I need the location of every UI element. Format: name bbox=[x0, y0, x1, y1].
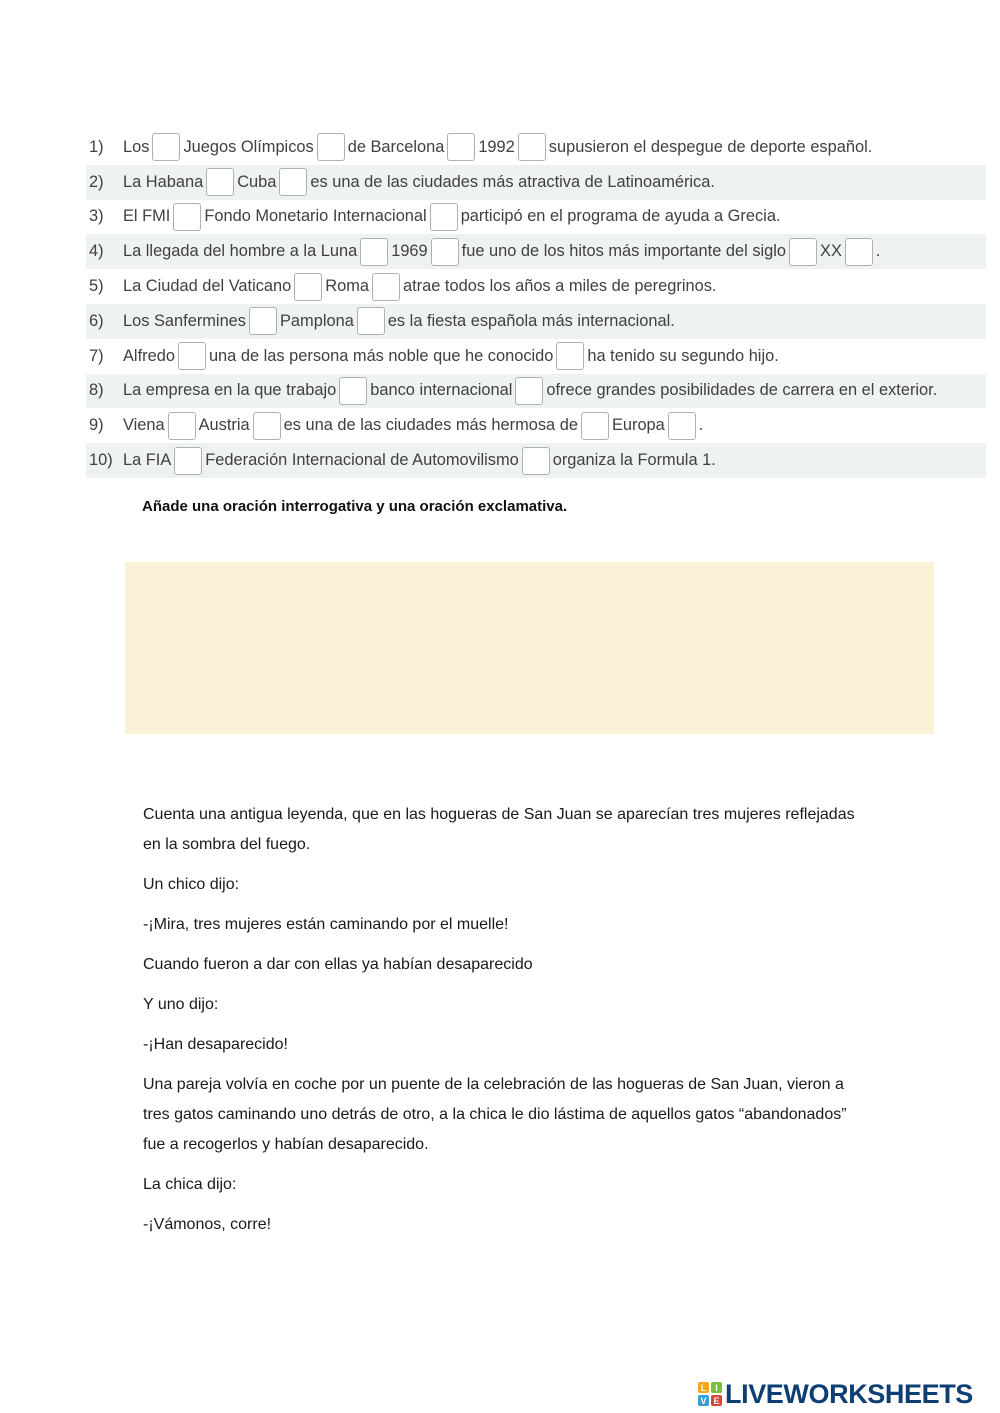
row-number: 5) bbox=[89, 277, 104, 296]
punctuation-gap-input[interactable] bbox=[522, 447, 550, 475]
exercise-row bbox=[86, 165, 986, 200]
punctuation-gap-input[interactable] bbox=[253, 412, 281, 440]
row-text: supusieron el despegue de deporte español. bbox=[548, 137, 873, 156]
row-text: Roma bbox=[325, 277, 370, 296]
punctuation-gap-input[interactable] bbox=[357, 307, 385, 335]
row-text: Viena bbox=[123, 416, 165, 435]
punctuation-gap-input[interactable] bbox=[317, 133, 345, 161]
exercise-row bbox=[86, 234, 986, 269]
punctuation-gap-input[interactable] bbox=[360, 238, 388, 266]
row-text: es la fiesta española más internacional. bbox=[387, 311, 675, 330]
row-text: ofrece grandes posibilidades de carrera en el exterior. bbox=[546, 381, 938, 400]
row-text: organiza la Formula 1. bbox=[552, 451, 716, 470]
punctuation-gap-input[interactable] bbox=[279, 168, 307, 196]
row-text: Cuba bbox=[237, 172, 277, 191]
story-text bbox=[143, 800, 863, 1250]
row-text: Federación Internacional de Automovilismo bbox=[205, 451, 519, 470]
row-text: ha tenido su segundo hijo. bbox=[587, 346, 779, 365]
story-paragraph: -¡Mira, tres mujeres están caminando por el muelle! bbox=[143, 916, 509, 933]
punctuation-gap-input[interactable] bbox=[174, 447, 202, 475]
punctuation-gap-input[interactable] bbox=[431, 238, 459, 266]
punctuation-gap-input[interactable] bbox=[178, 342, 206, 370]
answer-textarea[interactable] bbox=[125, 562, 934, 734]
story-paragraph: -¡Han desaparecido! bbox=[143, 1036, 288, 1053]
instruction-text: Añade una oración interrogativa y una oración exclamativa. bbox=[142, 498, 568, 515]
row-text: Los Sanfermines bbox=[123, 311, 246, 330]
punctuation-gap-input[interactable] bbox=[173, 203, 201, 231]
row-text: El FMI bbox=[123, 207, 171, 226]
row-text: es una de las ciudades más atractiva de Latinoamérica. bbox=[310, 172, 715, 191]
row-number: 1) bbox=[89, 137, 104, 156]
exercise-row bbox=[86, 130, 986, 165]
row-number: 7) bbox=[89, 346, 104, 365]
punctuation-gap-input[interactable] bbox=[447, 133, 475, 161]
punctuation-gap-input[interactable] bbox=[206, 168, 234, 196]
exercise-row bbox=[86, 304, 986, 339]
row-text: Alfredo bbox=[123, 346, 175, 365]
story-paragraph: Y uno dijo: bbox=[143, 996, 219, 1013]
punctuation-gap-input[interactable] bbox=[515, 377, 543, 405]
row-text: fue uno de los hitos más importante del siglo bbox=[461, 242, 787, 261]
brand-wordmark: LIVEWORKSHEETS bbox=[725, 1378, 973, 1409]
row-text: La Ciudad del Vaticano bbox=[123, 277, 292, 296]
row-text: es una de las ciudades más hermosa de bbox=[283, 416, 578, 435]
exercise-row bbox=[86, 269, 986, 304]
exercise-list bbox=[86, 130, 986, 478]
liveworksheets-logo-icon bbox=[698, 1382, 722, 1406]
punctuation-gap-input[interactable] bbox=[845, 238, 873, 266]
row-text: Austria bbox=[198, 416, 250, 435]
exercise-row bbox=[86, 374, 986, 409]
story-paragraph: Cuenta una antigua leyenda, que en las hogueras de San Juan se aparecían tres mujeres reflejadas en la sombra del fuego. bbox=[143, 806, 855, 853]
row-text: Fondo Monetario Internacional bbox=[204, 207, 427, 226]
story-paragraph: -¡Vámonos, corre! bbox=[143, 1216, 272, 1233]
row-text: Europa bbox=[611, 416, 665, 435]
exercise-row bbox=[86, 443, 986, 478]
row-number: 8) bbox=[89, 381, 104, 400]
punctuation-gap-input[interactable] bbox=[430, 203, 458, 231]
punctuation-gap-input[interactable] bbox=[152, 133, 180, 161]
punctuation-gap-input[interactable] bbox=[518, 133, 546, 161]
row-text: . bbox=[698, 416, 704, 435]
logo-square: E bbox=[711, 1395, 722, 1406]
row-number: 9) bbox=[89, 416, 104, 435]
row-text: participó en el programa de ayuda a Grecia. bbox=[460, 207, 781, 226]
row-text: 1992 bbox=[478, 137, 515, 156]
row-text: 1969 bbox=[391, 242, 428, 261]
exercise-row bbox=[86, 339, 986, 374]
punctuation-gap-input[interactable] bbox=[556, 342, 584, 370]
row-text: de Barcelona bbox=[347, 137, 445, 156]
exercise-row bbox=[86, 408, 986, 443]
liveworksheets-brand bbox=[698, 1378, 973, 1410]
punctuation-gap-input[interactable] bbox=[249, 307, 277, 335]
row-text: La FIA bbox=[123, 451, 172, 470]
logo-square: L bbox=[698, 1382, 709, 1393]
punctuation-gap-input[interactable] bbox=[668, 412, 696, 440]
row-text: La llegada del hombre a la Luna bbox=[123, 242, 358, 261]
story-paragraph: La chica dijo: bbox=[143, 1176, 237, 1193]
row-text: Juegos Olímpicos bbox=[183, 137, 314, 156]
row-text: banco internacional bbox=[370, 381, 513, 400]
row-text: La empresa en la que trabajo bbox=[123, 381, 337, 400]
row-number: 2) bbox=[89, 172, 104, 191]
logo-square: V bbox=[698, 1395, 709, 1406]
story-paragraph: Una pareja volvía en coche por un puente de la celebración de las hogueras de San Juan, vieron a tres gatos caminando uno detrás de otro, a la chica le dio lástima de aquellos gatos “abandonados” fue a recogerlos y habían desaparecido. bbox=[143, 1076, 847, 1153]
story-paragraph: Un chico dijo: bbox=[143, 876, 240, 893]
row-text: XX bbox=[820, 242, 842, 261]
row-number: 3) bbox=[89, 207, 104, 226]
row-number: 10) bbox=[89, 451, 113, 470]
row-number: 6) bbox=[89, 311, 104, 330]
punctuation-gap-input[interactable] bbox=[294, 273, 322, 301]
row-text: una de las persona más noble que he conocido bbox=[208, 346, 554, 365]
story-paragraph: Cuando fueron a dar con ellas ya habían desaparecido bbox=[143, 956, 533, 973]
row-number: 4) bbox=[89, 242, 104, 261]
logo-square: I bbox=[711, 1382, 722, 1393]
row-text: Pamplona bbox=[280, 311, 354, 330]
punctuation-gap-input[interactable] bbox=[789, 238, 817, 266]
punctuation-gap-input[interactable] bbox=[339, 377, 367, 405]
punctuation-gap-input[interactable] bbox=[372, 273, 400, 301]
row-text: atrae todos los años a miles de peregrinos. bbox=[403, 277, 717, 296]
punctuation-gap-input[interactable] bbox=[168, 412, 196, 440]
row-text: Los bbox=[123, 137, 150, 156]
punctuation-gap-input[interactable] bbox=[581, 412, 609, 440]
exercise-row bbox=[86, 200, 986, 235]
row-text: La Habana bbox=[123, 172, 204, 191]
row-text: . bbox=[875, 242, 881, 261]
